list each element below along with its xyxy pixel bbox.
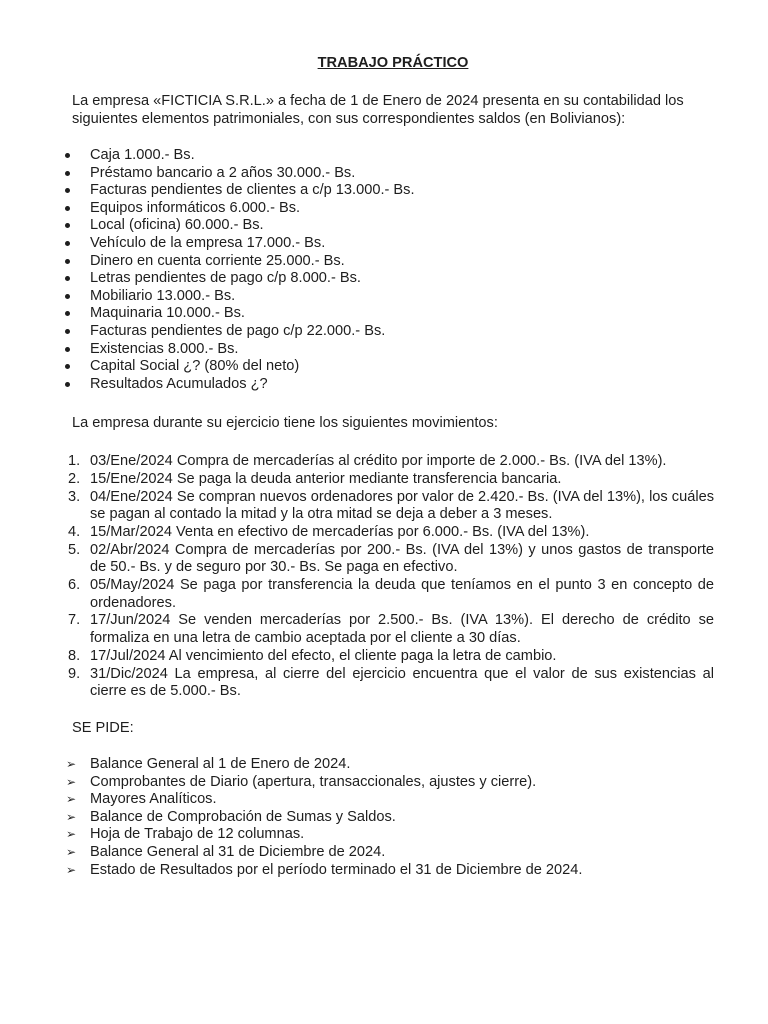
list-item: Resultados Acumulados ¿?: [0, 376, 415, 394]
list-item: ➢ Hoja de Trabajo de 12 columnas.: [66, 826, 305, 843]
item-number: 7.: [68, 612, 81, 629]
list-item: 6. 05/May/2024 Se paga por transferencia la deuda que teníamos en el punto 3 en concepto de ordenadores.: [68, 577, 714, 611]
list-item: Facturas pendientes de pago c/p 22.000.- Bs.: [0, 323, 415, 341]
document-title: TRABAJO PRÁCTICO: [317, 55, 469, 71]
item-number: 9.: [68, 665, 81, 682]
list-item: Facturas pendientes de clientes a c/p 13.000.- Bs.: [0, 182, 415, 200]
list-item: 2. 15/Ene/2024 Se paga la deuda anterior mediante transferencia bancaria.: [68, 470, 562, 487]
movements-list: [0, 453, 714, 701]
patrimonial-elements-list: [0, 147, 415, 393]
list-item: ➢ Balance General al 1 de Enero de 2024.: [66, 756, 351, 772]
list-item: ➢ Mayores Analíticos.: [66, 791, 217, 808]
arrow-bullet-icon: ➢: [66, 792, 77, 807]
requirements-list: [0, 756, 582, 879]
list-item: 3. 04/Ene/2024 Se compran nuevos ordenadores por valor de 2.420.- Bs. (IVA del 13%), los cuáles se pagan al contado la mitad y la otra mitad se deja a deber a 3 meses.: [68, 488, 714, 523]
list-item: ➢ Estado de Resultados por el período terminado el 31 de Diciembre de 2024.: [66, 861, 583, 878]
list-item: Caja 1.000.- Bs.: [0, 147, 415, 165]
item-number: 1.: [68, 453, 81, 469]
list-item: 5. 02/Abr/2024 Compra de mercaderías por 200.- Bs. (IVA del 13%) y unos gastos de transporte de 50.- Bs. y de seguro por 30.- Bs. Se paga en efectivo.: [68, 541, 714, 576]
bullet-dot-icon: [65, 171, 70, 176]
bullet-dot-icon: [65, 364, 70, 369]
item-number: 8.: [68, 647, 81, 664]
item-number: 3.: [68, 488, 81, 505]
list-item: ➢ Balance de Comprobación de Sumas y Saldos.: [66, 808, 396, 825]
list-item: 4. 15/Mar/2024 Venta en efectivo de mercaderías por 6.000.- Bs. (IVA del 13%).: [68, 523, 590, 540]
list-item: Vehículo de la empresa 17.000.- Bs.: [0, 235, 415, 253]
list-item: ➢ Comprobantes de Diario (apertura, transaccionales, ajustes y cierre).: [66, 773, 537, 790]
list-item: Equipos informáticos 6.000.- Bs.: [0, 200, 415, 218]
bullet-dot-icon: [65, 241, 70, 246]
list-item: ➢ Balance General al 31 de Diciembre de 2024.: [66, 843, 386, 860]
list-item: Local (oficina) 60.000.- Bs.: [0, 217, 415, 235]
list-item: Dinero en cuenta corriente 25.000.- Bs.: [0, 253, 415, 271]
list-item: 8. 17/Jul/2024 Al vencimiento del efecto, el cliente paga la letra de cambio.: [68, 647, 557, 664]
list-item: Existencias 8.000.- Bs.: [0, 341, 415, 359]
bullet-dot-icon: [65, 276, 70, 281]
arrow-bullet-icon: ➢: [66, 862, 77, 877]
bullet-dot-icon: [65, 223, 70, 228]
bullet-dot-icon: [65, 259, 70, 264]
item-number: 4.: [68, 523, 81, 540]
arrow-bullet-icon: ➢: [66, 844, 77, 859]
bullet-dot-icon: [65, 347, 70, 352]
item-number: 2.: [68, 470, 81, 487]
intro-paragraph: La empresa «FICTICIA S.R.L.» a fecha de 1 de Enero de 2024 presenta en su contabilidad los siguientes elementos patrimoniales, con sus correspondientes saldos (en Bolivianos):: [72, 93, 684, 127]
list-item: Maquinaria 10.000.- Bs.: [0, 305, 415, 323]
list-item: Letras pendientes de pago c/p 8.000.- Bs.: [0, 270, 415, 288]
arrow-bullet-icon: ➢: [66, 827, 77, 842]
list-item: 9. 31/Dic/2024 La empresa, al cierre del ejercicio encuentra que el valor de sus existencias al cierre es de 5.000.- Bs.: [68, 665, 714, 700]
bullet-dot-icon: [65, 382, 70, 387]
bullet-dot-icon: [65, 153, 70, 158]
bullet-dot-icon: [65, 188, 70, 193]
item-number: 6.: [68, 577, 81, 594]
list-item: 7. 17/Jun/2024 Se venden mercaderías por 2.500.- Bs. (IVA 13%). El derecho de crédito se formaliza en una letra de cambio aceptada por el cliente a 30 días.: [68, 612, 714, 647]
item-number: 5.: [68, 541, 81, 558]
arrow-bullet-icon: ➢: [66, 809, 77, 824]
list-item: Préstamo bancario a 2 años 30.000.- Bs.: [0, 165, 415, 183]
se-pide-heading: SE PIDE:: [72, 720, 134, 736]
bullet-dot-icon: [65, 206, 70, 211]
list-item: Capital Social ¿? (80% del neto): [0, 358, 415, 376]
arrow-bullet-icon: ➢: [66, 757, 77, 771]
list-item: 1. 03/Ene/2024 Compra de mercaderías al crédito por importe de 2.000.- Bs. (IVA del 13%).: [68, 453, 667, 469]
arrow-bullet-icon: ➢: [66, 774, 77, 789]
movements-intro: La empresa durante su ejercicio tiene los siguientes movimientos:: [72, 415, 498, 431]
bullet-dot-icon: [65, 294, 70, 299]
bullet-dot-icon: [65, 329, 70, 334]
list-item: Mobiliario 13.000.- Bs.: [0, 288, 415, 306]
bullet-dot-icon: [65, 311, 70, 316]
